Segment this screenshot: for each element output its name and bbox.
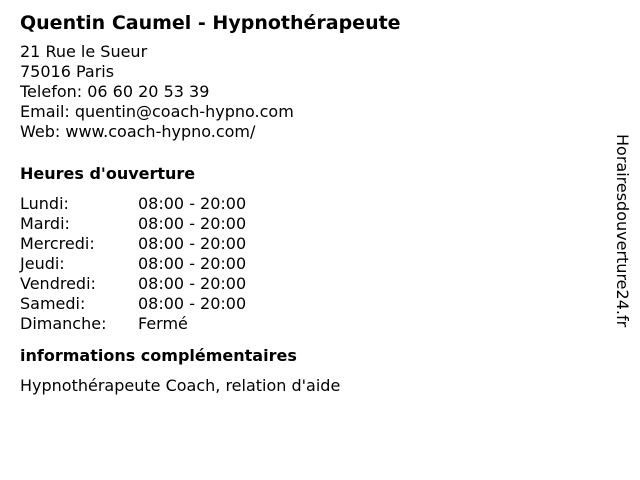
day-label: Jeudi: (20, 254, 65, 273)
time-value: 08:00 - 20:00 (138, 194, 247, 213)
hours-row-tuesday (20, 214, 590, 234)
info-heading: informations complémentaires (20, 346, 297, 365)
day-label: Mercredi: (20, 234, 95, 253)
day-label: Dimanche: (20, 314, 107, 333)
hours-row-friday (20, 274, 590, 294)
day-label: Lundi: (20, 194, 69, 213)
hours-table (20, 194, 590, 334)
time-value: 08:00 - 20:00 (138, 234, 247, 253)
site-credit: Horairesdouverture24.fr (613, 134, 632, 328)
business-card (20, 10, 590, 396)
hours-row-thursday (20, 254, 590, 274)
business-title: Quentin Caumel - Hypnothérapeute (20, 12, 401, 34)
hours-heading: Heures d'ouverture (20, 164, 196, 183)
address-block (20, 42, 590, 142)
day-label: Mardi: (20, 214, 70, 233)
hours-row-saturday (20, 294, 590, 314)
time-value: 08:00 - 20:00 (138, 214, 247, 233)
info-text: Hypnothérapeute Coach, relation d'aide (20, 376, 341, 395)
street-address: 21 Rue le Sueur (20, 42, 148, 61)
time-value: 08:00 - 20:00 (138, 274, 247, 293)
web-line: Web: www.coach-hypno.com/ (20, 122, 256, 141)
time-value: 08:00 - 20:00 (138, 294, 247, 313)
postal-city: 75016 Paris (20, 62, 115, 81)
phone-line: Telefon: 06 60 20 53 39 (20, 82, 210, 101)
hours-row-wednesday (20, 234, 590, 254)
day-label: Samedi: (20, 294, 86, 313)
hours-row-sunday (20, 314, 590, 334)
hours-row-monday (20, 194, 590, 214)
day-label: Vendredi: (20, 274, 96, 293)
time-value: 08:00 - 20:00 (138, 254, 247, 273)
time-value: Fermé (138, 314, 188, 333)
email-line: Email: quentin@coach-hypno.com (20, 102, 294, 121)
